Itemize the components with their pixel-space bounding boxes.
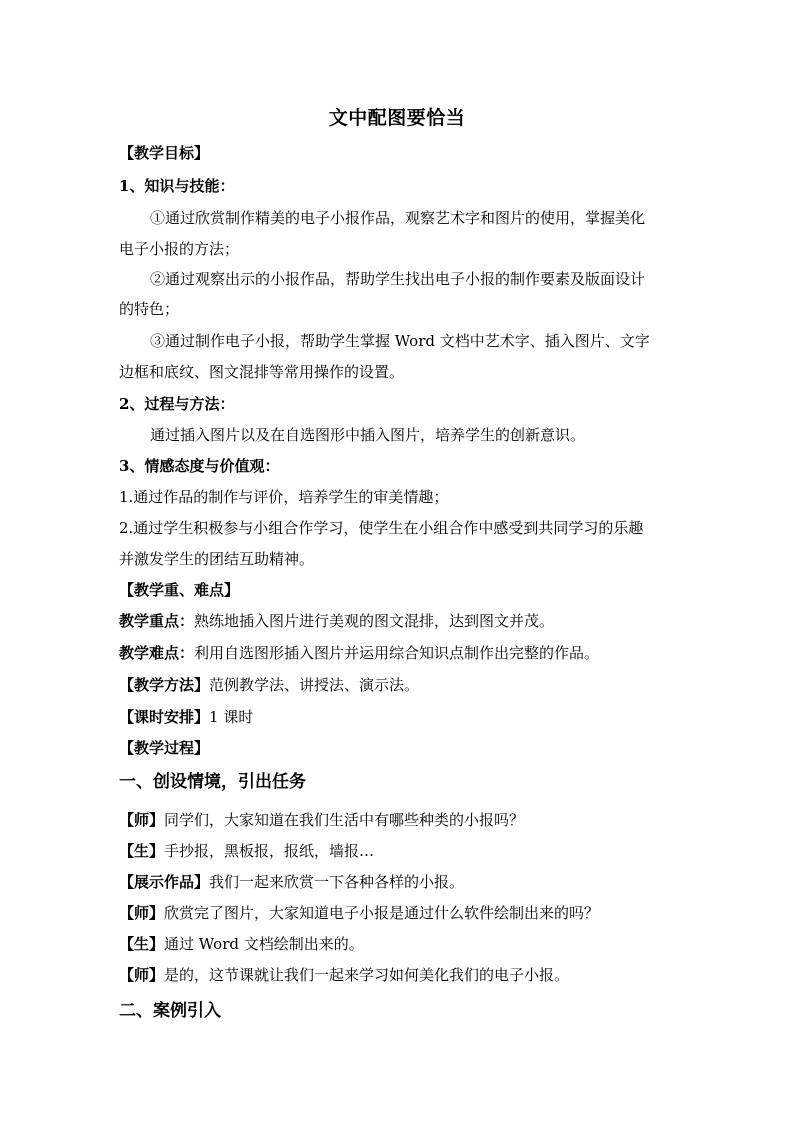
teaching-difficulty-label: 教学难点： <box>119 644 195 662</box>
dialogue-line <box>119 902 679 924</box>
speaker-label: 【师】 <box>119 904 165 922</box>
dialogue-text: 我们一起来欣赏一下各种各样的小报。 <box>209 873 465 891</box>
dialogue-line <box>119 964 679 986</box>
emotion-item-2-line-1: 2.通过学生积极参与小组合作学习，使学生在小组合作中感受到共同学习的乐趣 <box>119 519 644 537</box>
section-2-heading: 二、案例引入 <box>119 1001 221 1021</box>
dialogue-line <box>119 840 679 862</box>
knowledge-item-2-line-1: ②通过观察出示的小报作品，帮助学生找出电子小报的制作要素及版面设计 <box>150 270 646 288</box>
speaker-label: 【师】 <box>119 966 165 984</box>
speaker-label: 【生】 <box>119 935 165 953</box>
teaching-methods <box>119 674 679 696</box>
emotion-heading: 3、情感态度与价值观： <box>119 457 280 475</box>
knowledge-item-1-line-2: 电子小报的方法； <box>119 240 240 258</box>
knowledge-heading: 1、知识与技能： <box>119 177 235 195</box>
dialogue-text: 手抄报，黑板报，报纸，墙报… <box>164 842 375 860</box>
class-schedule-label: 【课时安排】 <box>119 708 210 726</box>
dialogue-line <box>119 933 679 955</box>
knowledge-item-3-line-2: 边框和底纹、图文混排等常用操作的设置。 <box>119 363 405 381</box>
dialogue-line <box>119 871 679 893</box>
process-method-heading: 2、过程与方法： <box>119 395 235 413</box>
speaker-label: 【展示作品】 <box>119 873 210 891</box>
teaching-methods-text: 范例教学法、讲授法、演示法。 <box>209 676 420 694</box>
key-points-heading: 【教学重、难点】 <box>119 581 240 599</box>
emotion-item-2-line-2: 并激发学生的团结互助精神。 <box>119 550 315 568</box>
dialogue-text: 同学们，大家知道在我们生活中有哪些种类的小报吗？ <box>164 811 525 829</box>
teaching-methods-label: 【教学方法】 <box>119 676 210 694</box>
class-schedule <box>119 706 679 728</box>
teaching-difficulty-text: 利用自选图形插入图片并运用综合知识点制作出完整的作品。 <box>194 644 600 662</box>
speaker-label: 【生】 <box>119 842 165 860</box>
process-method-text: 通过插入图片以及在自选图形中插入图片，培养学生的创新意识。 <box>150 426 586 444</box>
dialogue-text: 欣赏完了图片，大家知道电子小报是通过什么软件绘制出来的吗？ <box>164 904 600 922</box>
dialogue-text: 通过 Word 文档绘制出来的。 <box>164 935 364 953</box>
teaching-focus <box>119 610 679 632</box>
knowledge-item-1-line-1: ①通过欣赏制作精美的电子小报作品，观察艺术字和图片的使用，掌握美化 <box>150 209 646 227</box>
section-1-heading: 一、创设情境，引出任务 <box>119 772 306 792</box>
emotion-item-1: 1.通过作品的制作与评价，培养学生的审美情趣； <box>119 488 449 506</box>
knowledge-item-3-line-1: ③通过制作电子小报，帮助学生掌握 Word 文档中艺术字、插入图片、文字 <box>150 332 650 350</box>
dialogue-line <box>119 809 679 831</box>
objectives-heading: 【教学目标】 <box>119 144 210 162</box>
teaching-process-heading: 【教学过程】 <box>119 739 210 757</box>
speaker-label: 【师】 <box>119 811 165 829</box>
knowledge-item-2-line-2: 的特色； <box>119 300 180 318</box>
teaching-focus-text: 熟练地插入图片进行美观的图文混排，达到图文并茂。 <box>194 612 555 630</box>
teaching-focus-label: 教学重点： <box>119 612 195 630</box>
teaching-difficulty <box>119 642 679 664</box>
dialogue-text: 是的，这节课就让我们一起来学习如何美化我们的电子小报。 <box>164 966 570 984</box>
class-schedule-text: 1 课时 <box>209 708 254 726</box>
page-title: 文中配图要恰当 <box>328 107 466 129</box>
